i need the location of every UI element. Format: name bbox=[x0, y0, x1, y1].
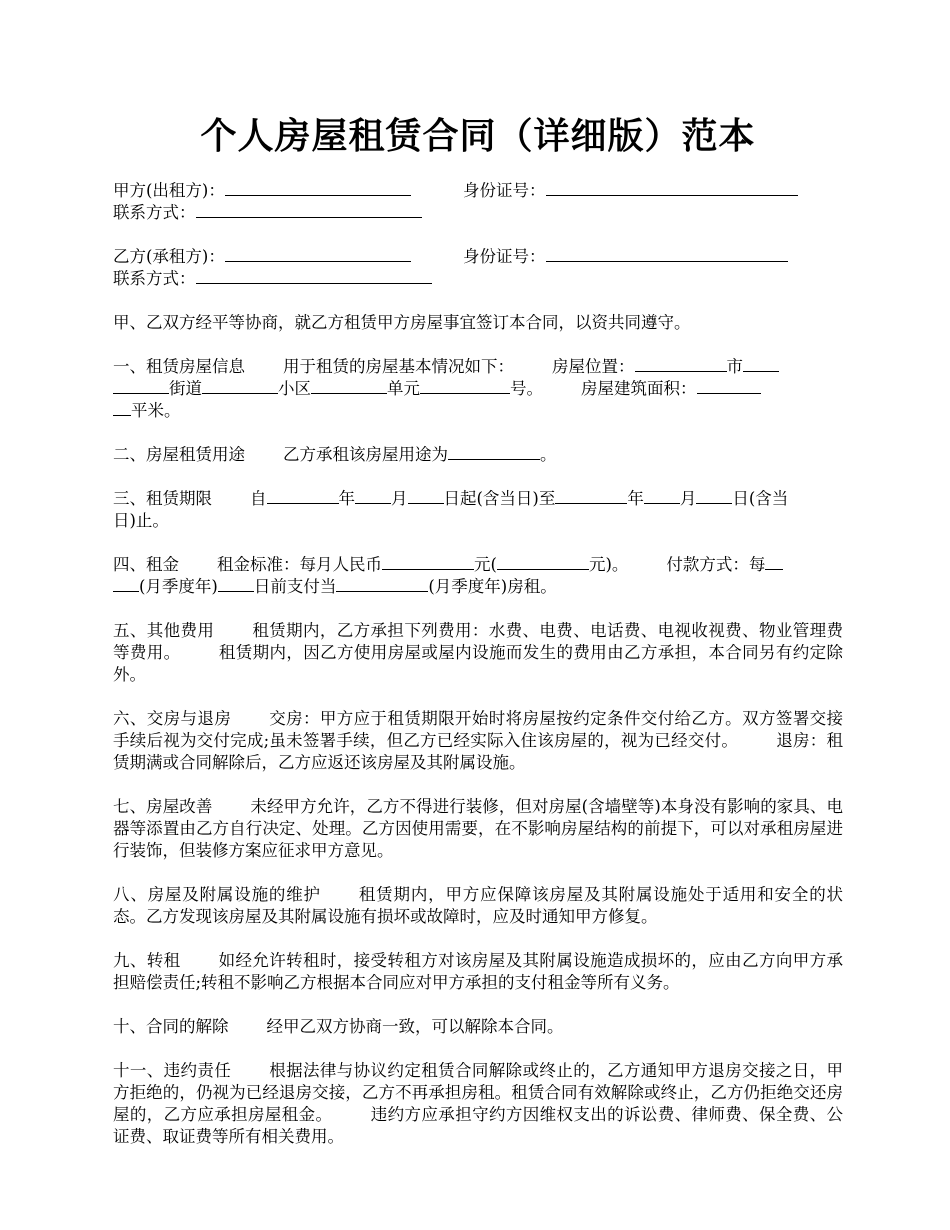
section-4 bbox=[113, 554, 843, 598]
rent-standard-label: 租金标准：每月人民币 bbox=[217, 555, 382, 574]
party-a-label: 甲方(出租方)： bbox=[113, 181, 225, 200]
payment-period-blank-b[interactable] bbox=[113, 576, 139, 592]
start-day-blank[interactable] bbox=[408, 488, 444, 504]
community-unit: 小区 bbox=[278, 379, 311, 398]
section-6-text-1: 交房：甲方应于租赁期限开始时将房屋按约定条件交付给乙方。双方签署交接手续后视为交付完成;虽未签署手续，但乙方已经实际入住该房屋的，视为已经交付。 bbox=[113, 709, 844, 750]
section-9-text: 如经允许转租时，接受转租方对该房屋及其附属设施造成损坏的，应由乙方向甲方承担赔偿责任;转租不影响乙方根据本合同应对甲方承担的支付租金等所有义务。 bbox=[113, 951, 844, 992]
payment-period-unit: (月季度年) bbox=[139, 577, 218, 596]
end-month-blank[interactable] bbox=[644, 488, 680, 504]
section-10-text: 经甲乙双方协商一致，可以解除本合同。 bbox=[266, 1017, 564, 1036]
party-a-id-label: 身份证号： bbox=[463, 181, 546, 200]
rent-amount-words-blank[interactable] bbox=[497, 554, 589, 570]
street-blank-a[interactable] bbox=[743, 356, 779, 372]
community-blank[interactable] bbox=[202, 378, 278, 394]
city-blank[interactable] bbox=[635, 356, 727, 372]
section-1-text: 用于租赁的房屋基本情况如下： bbox=[283, 357, 514, 376]
area-unit: 平米。 bbox=[131, 401, 181, 420]
party-b-id-blank[interactable] bbox=[546, 246, 788, 262]
party-a-row bbox=[113, 180, 843, 202]
section-8-text: 租赁期内，甲方应保障该房屋及其附属设施处于适用和安全的状态。乙方发现该房屋及其附属设施有损坏或故障时，应及时通知甲方修复。 bbox=[113, 885, 844, 926]
area-blank-a[interactable] bbox=[697, 378, 761, 394]
contract-document bbox=[113, 110, 843, 1170]
payment-cycle-unit: (月季度年)房租。 bbox=[428, 577, 557, 596]
section-2-heading: 二、房屋租赁用途 bbox=[113, 445, 245, 464]
number-blank[interactable] bbox=[420, 378, 510, 394]
area-blank-b[interactable] bbox=[113, 400, 131, 416]
party-b-contact-blank[interactable] bbox=[196, 268, 432, 284]
party-b-contact-label: 联系方式： bbox=[113, 269, 196, 288]
section-11-text-2: 违约方应承担守约方因维权支出的诉讼费、律师费、保全费、公证费、取证费等所有相关费用。 bbox=[113, 1105, 844, 1146]
street-blank-b[interactable] bbox=[113, 378, 169, 394]
section-3-heading: 三、租赁期限 bbox=[113, 489, 212, 508]
number-unit: 号。 bbox=[510, 379, 543, 398]
document-title: 个人房屋租赁合同（详细版）范本 bbox=[200, 115, 756, 157]
section-5 bbox=[113, 620, 843, 686]
section-6-text-2: 退房：租赁期满或合同解除后，乙方应返还该房屋及其附属设施。 bbox=[113, 731, 844, 772]
rent-amount-unit: 元( bbox=[474, 555, 497, 574]
rent-amount-words-unit: 元)。 bbox=[588, 555, 629, 574]
section-6-heading: 六、交房与退房 bbox=[113, 709, 232, 728]
term-from-label: 自 bbox=[250, 489, 267, 508]
payment-day-blank[interactable] bbox=[218, 576, 254, 592]
start-month-blank[interactable] bbox=[355, 488, 391, 504]
party-a-contact-label: 联系方式： bbox=[113, 203, 196, 222]
end-year-unit: 年 bbox=[627, 489, 644, 508]
section-5-heading: 五、其他费用 bbox=[113, 621, 215, 640]
start-year-blank[interactable] bbox=[267, 488, 339, 504]
section-10 bbox=[113, 1016, 843, 1038]
rent-amount-blank[interactable] bbox=[382, 554, 474, 570]
party-b-label: 乙方(承租方)： bbox=[113, 247, 225, 266]
usage-blank[interactable] bbox=[448, 444, 540, 460]
start-year-unit: 年 bbox=[338, 489, 355, 508]
start-month-unit: 月 bbox=[391, 489, 408, 508]
section-9-heading: 九、转租 bbox=[113, 951, 181, 970]
unit-blank[interactable] bbox=[311, 378, 387, 394]
term-end: 日)止。 bbox=[113, 511, 169, 530]
section-4-heading: 四、租金 bbox=[113, 555, 179, 574]
section-8-heading: 八、房屋及附属设施的维护 bbox=[113, 885, 321, 904]
section-7-heading: 七、房屋改善 bbox=[113, 797, 213, 816]
section-9 bbox=[113, 950, 843, 994]
unit-unit: 单元 bbox=[387, 379, 420, 398]
party-a-contact-blank[interactable] bbox=[196, 202, 422, 218]
section-1 bbox=[113, 356, 843, 422]
section-1-heading: 一、租赁房屋信息 bbox=[113, 357, 245, 376]
end-day-unit: 日(含当 bbox=[732, 489, 789, 508]
section-11-heading: 十一、违约责任 bbox=[113, 1061, 232, 1080]
section-11 bbox=[113, 1060, 843, 1148]
street-unit: 街道 bbox=[169, 379, 202, 398]
payment-day-unit: 日前支付当 bbox=[253, 577, 337, 596]
party-a-id-blank[interactable] bbox=[546, 180, 798, 196]
party-b-row bbox=[113, 246, 843, 268]
section-11-text-1: 根据法律与协议约定租赁合同解除或终止的，乙方通知甲方退房交接之日，甲方拒绝的，仍视为已经退房交接，乙方不再承担房租。租赁合同有效解除或终止，乙方仍拒绝交还房屋的，乙方应承担房屋租金。 bbox=[113, 1061, 844, 1124]
start-day-unit: 日起(含当日)至 bbox=[443, 489, 556, 508]
payment-method-label: 付款方式：每 bbox=[666, 555, 766, 574]
party-b-contact-row bbox=[113, 268, 843, 290]
payment-period-blank-a[interactable] bbox=[765, 554, 783, 570]
party-b-name-blank[interactable] bbox=[225, 246, 411, 262]
payment-cycle-blank[interactable] bbox=[336, 576, 428, 592]
intro-paragraph: 甲、乙双方经平等协商，就乙方租赁甲方房屋事宜签订本合同，以资共同遵守。 bbox=[113, 313, 691, 332]
party-a-contact-row bbox=[113, 202, 843, 224]
end-month-unit: 月 bbox=[679, 489, 697, 508]
end-year-blank[interactable] bbox=[555, 488, 627, 504]
section-7 bbox=[113, 796, 843, 862]
section-8 bbox=[113, 884, 843, 928]
usage-end: 。 bbox=[540, 445, 557, 464]
section-5-text-2: 租赁期内，因乙方使用房屋或屋内设施而发生的费用由乙方承担，本合同另有约定除外。 bbox=[113, 643, 844, 684]
section-7-text: 未经甲方允许，乙方不得进行装修，但对房屋(含墙壁等)本身没有影响的家具、电器等添置由乙方自行决定、处理。乙方因使用需要，在不影响房屋结构的前提下，可以对承租房屋进行装饰，但装修方案应征求甲方意见。 bbox=[113, 797, 843, 860]
city-unit: 市 bbox=[726, 357, 743, 376]
end-day-blank[interactable] bbox=[696, 488, 732, 504]
section-5-text-1: 租赁期内，乙方承担下列费用：水费、电费、电话费、电视收视费、物业管理费等费用。 bbox=[113, 621, 844, 662]
section-2 bbox=[113, 444, 843, 466]
area-label: 房屋建筑面积： bbox=[581, 379, 697, 398]
section-10-heading: 十、合同的解除 bbox=[113, 1017, 229, 1036]
party-b-id-label: 身份证号： bbox=[463, 247, 546, 266]
party-a-name-blank[interactable] bbox=[225, 180, 411, 196]
section-6 bbox=[113, 708, 843, 774]
section-3 bbox=[113, 488, 843, 532]
location-label: 房屋位置： bbox=[552, 357, 635, 376]
usage-label: 乙方承租该房屋用途为 bbox=[283, 445, 448, 464]
